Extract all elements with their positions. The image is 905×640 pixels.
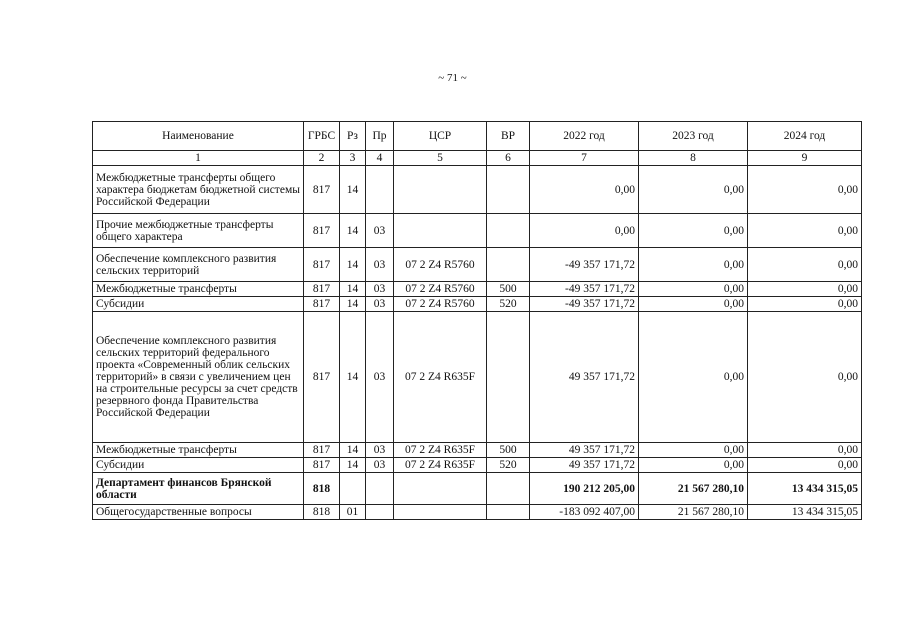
cell-2024: 0,00 (748, 166, 862, 214)
cell-name: Департамент финансов Брянской области (93, 473, 304, 505)
table-row (93, 443, 862, 458)
cell-pr (366, 473, 394, 505)
cell-vr: 520 (487, 297, 530, 312)
cell-2022: 0,00 (530, 214, 639, 248)
cell-csr: 07 2 Z4 R5760 (394, 248, 487, 282)
cell-2024: 0,00 (748, 248, 862, 282)
cell-2022: 49 357 171,72 (530, 458, 639, 473)
cell-vr: 520 (487, 458, 530, 473)
header-cell: Пр (366, 122, 394, 151)
cell-name: Обеспечение комплексного развития сельских территорий (93, 248, 304, 282)
cell-grbs: 818 (304, 505, 340, 520)
cell-2022: 0,00 (530, 166, 639, 214)
header-cell: ЦСР (394, 122, 487, 151)
table-row (93, 248, 862, 282)
cell-2024: 0,00 (748, 297, 862, 312)
cell-csr (394, 214, 487, 248)
budget-table (92, 121, 862, 520)
cell-2022: -49 357 171,72 (530, 248, 639, 282)
cell-2022: -49 357 171,72 (530, 282, 639, 297)
table-row (93, 166, 862, 214)
cell-2023: 21 567 280,10 (639, 473, 748, 505)
cell-2024: 13 434 315,05 (748, 473, 862, 505)
cell-rz: 01 (340, 505, 366, 520)
cell-2024: 0,00 (748, 312, 862, 443)
cell-2022: -49 357 171,72 (530, 297, 639, 312)
cell-2023: 0,00 (639, 166, 748, 214)
cell-rz: 14 (340, 312, 366, 443)
table-row (93, 282, 862, 297)
header-cell: Рз (340, 122, 366, 151)
cell-2024: 0,00 (748, 282, 862, 297)
cell-rz: 14 (340, 458, 366, 473)
cell-vr (487, 505, 530, 520)
cell-2024: 0,00 (748, 443, 862, 458)
cell-pr: 03 (366, 214, 394, 248)
cell-csr: 07 2 Z4 R635F (394, 443, 487, 458)
column-number: 9 (748, 151, 862, 166)
cell-vr (487, 312, 530, 443)
cell-2023: 21 567 280,10 (639, 505, 748, 520)
cell-rz: 14 (340, 166, 366, 214)
cell-csr (394, 473, 487, 505)
cell-pr: 03 (366, 458, 394, 473)
cell-pr (366, 505, 394, 520)
column-number-row (93, 151, 862, 166)
cell-grbs: 817 (304, 214, 340, 248)
cell-2023: 0,00 (639, 312, 748, 443)
header-cell: ГРБС (304, 122, 340, 151)
header-row (93, 122, 862, 151)
cell-pr: 03 (366, 312, 394, 443)
column-number: 3 (340, 151, 366, 166)
cell-2023: 0,00 (639, 248, 748, 282)
cell-2022: -183 092 407,00 (530, 505, 639, 520)
cell-grbs: 818 (304, 473, 340, 505)
cell-vr (487, 166, 530, 214)
header-cell: 2024 год (748, 122, 862, 151)
cell-name: Обеспечение комплексного развития сельских территорий федерального проекта «Современный облик сельских территорий» в связи с увеличением цен на строительные ресурсы за счет средств резервного фонда Правительства Российской Федерации (93, 312, 304, 443)
cell-rz: 14 (340, 214, 366, 248)
cell-name: Межбюджетные трансферты общего характера бюджетам бюджетной системы Российской Федерации (93, 166, 304, 214)
column-number: 4 (366, 151, 394, 166)
cell-pr: 03 (366, 248, 394, 282)
column-number: 7 (530, 151, 639, 166)
table-row (93, 473, 862, 505)
column-number: 6 (487, 151, 530, 166)
cell-csr: 07 2 Z4 R5760 (394, 282, 487, 297)
cell-vr (487, 248, 530, 282)
cell-name: Межбюджетные трансферты (93, 443, 304, 458)
cell-name: Субсидии (93, 458, 304, 473)
column-number: 1 (93, 151, 304, 166)
header-cell: 2023 год (639, 122, 748, 151)
cell-name: Прочие межбюджетные трансферты общего характера (93, 214, 304, 248)
cell-2024: 13 434 315,05 (748, 505, 862, 520)
cell-rz: 14 (340, 248, 366, 282)
cell-rz: 14 (340, 282, 366, 297)
cell-vr: 500 (487, 443, 530, 458)
cell-rz: 14 (340, 443, 366, 458)
cell-name: Межбюджетные трансферты (93, 282, 304, 297)
header-cell: Наименование (93, 122, 304, 151)
cell-grbs: 817 (304, 166, 340, 214)
cell-grbs: 817 (304, 443, 340, 458)
cell-2023: 0,00 (639, 214, 748, 248)
cell-vr (487, 214, 530, 248)
table-row (93, 214, 862, 248)
table-row (93, 297, 862, 312)
cell-2023: 0,00 (639, 297, 748, 312)
cell-pr: 03 (366, 443, 394, 458)
cell-pr: 03 (366, 297, 394, 312)
column-number: 5 (394, 151, 487, 166)
cell-2022: 190 212 205,00 (530, 473, 639, 505)
cell-csr (394, 166, 487, 214)
header-cell: ВР (487, 122, 530, 151)
cell-2022: 49 357 171,72 (530, 312, 639, 443)
cell-csr (394, 505, 487, 520)
column-number: 2 (304, 151, 340, 166)
cell-2024: 0,00 (748, 214, 862, 248)
cell-2023: 0,00 (639, 443, 748, 458)
cell-csr: 07 2 Z4 R635F (394, 458, 487, 473)
cell-grbs: 817 (304, 297, 340, 312)
cell-vr: 500 (487, 282, 530, 297)
cell-vr (487, 473, 530, 505)
cell-pr: 03 (366, 282, 394, 297)
cell-grbs: 817 (304, 248, 340, 282)
cell-name: Общегосударственные вопросы (93, 505, 304, 520)
cell-2024: 0,00 (748, 458, 862, 473)
cell-grbs: 817 (304, 312, 340, 443)
table-row (93, 505, 862, 520)
cell-rz (340, 473, 366, 505)
cell-csr: 07 2 Z4 R635F (394, 312, 487, 443)
cell-grbs: 817 (304, 458, 340, 473)
cell-grbs: 817 (304, 282, 340, 297)
cell-csr: 07 2 Z4 R5760 (394, 297, 487, 312)
table-row (93, 458, 862, 473)
cell-rz: 14 (340, 297, 366, 312)
cell-2022: 49 357 171,72 (530, 443, 639, 458)
cell-2023: 0,00 (639, 282, 748, 297)
cell-2023: 0,00 (639, 458, 748, 473)
cell-name: Субсидии (93, 297, 304, 312)
column-number: 8 (639, 151, 748, 166)
page-number: ~ 71 ~ (438, 72, 467, 84)
header-cell: 2022 год (530, 122, 639, 151)
cell-pr (366, 166, 394, 214)
table-row (93, 312, 862, 443)
